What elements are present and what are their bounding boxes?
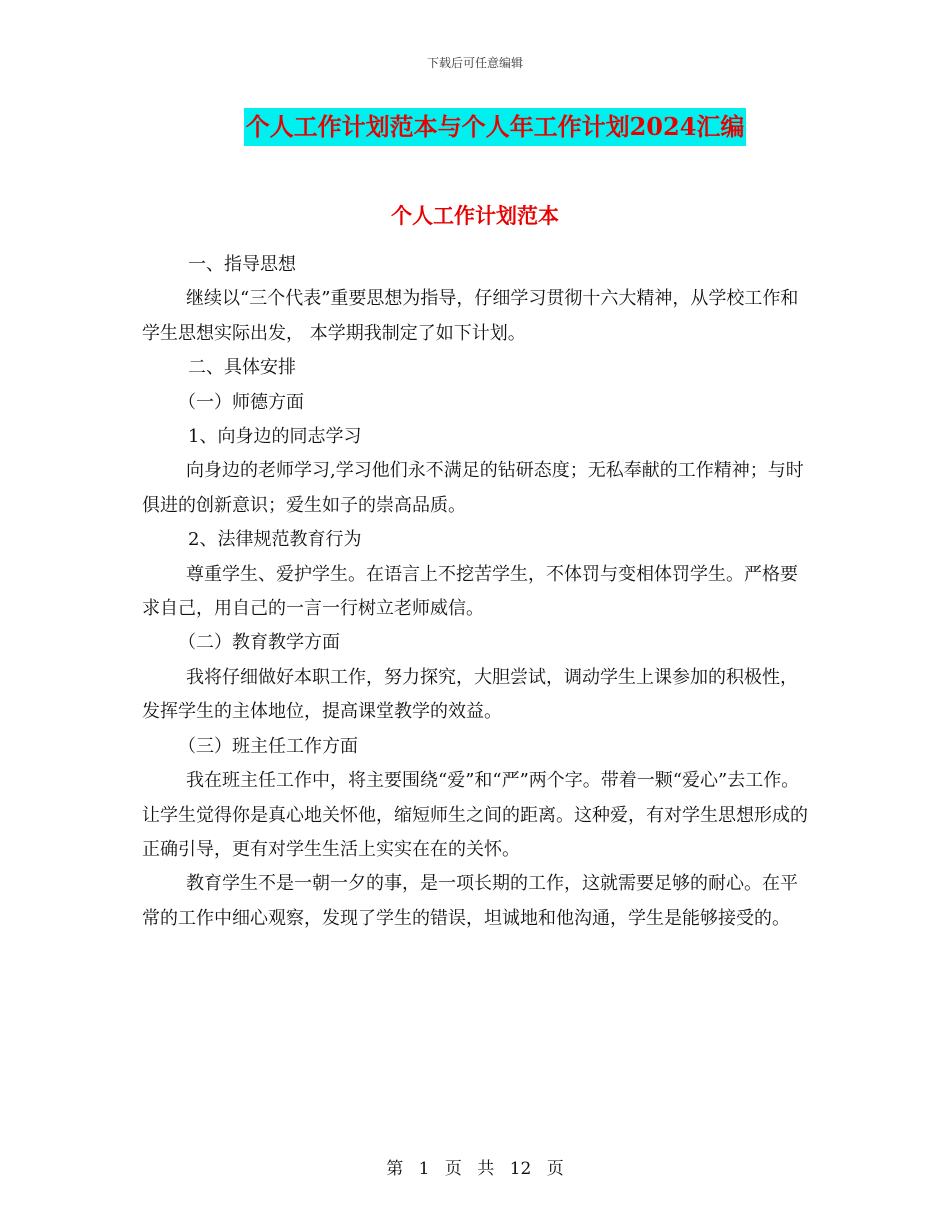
footer-label-di: 第 bbox=[386, 1159, 404, 1179]
heading-teacher-ethics: （一）师德方面 bbox=[178, 391, 304, 413]
paragraph-class-teacher: 我在班主任工作中，将主要围绕“爱”和“严”两个字。带着一颗“爱心”去工作。让学生觉得你是真心地关怀他，缩短师生之间的距离。这种爱，有对学生思想形成的正确引导，更有对学生生活上实实在在的关怀。 bbox=[142, 770, 808, 860]
heading-specific-arrangement: 二、具体安排 bbox=[188, 357, 296, 379]
heading-learn-from-colleagues: 1、向身边的同志学习 bbox=[188, 426, 362, 448]
paragraph-learn-from-colleagues: 向身边的老师学习,学习他们永不满足的钻研态度；无私奉献的工作精神；与时俱进的创新意识；爱生如子的崇高品质。 bbox=[142, 460, 804, 516]
footer-current-page: 1 bbox=[418, 1159, 430, 1179]
heading-guiding-thought: 一、指导思想 bbox=[188, 254, 296, 275]
page-footer bbox=[0, 1154, 950, 1179]
title-container bbox=[0, 108, 950, 146]
footer-label-ye2: 页 bbox=[546, 1159, 564, 1179]
section-title: 个人工作计划范本 bbox=[391, 203, 559, 228]
paragraph-teaching: 我将仔细做好本职工作，努力探究，大胆尝试，调动学生上课参加的积极性，发挥学生的主体地位，提高课堂教学的效益。 bbox=[142, 666, 798, 723]
footer-label-ye: 页 bbox=[444, 1159, 462, 1179]
paragraph-guiding-thought: 继续以“三个代表”重要思想为指导，仔细学习贯彻十六大精神，从学校工作和学生思想实际出发， 本学期我制定了如下计划。 bbox=[142, 288, 799, 344]
heading-class-teacher: （三）班主任工作方面 bbox=[178, 735, 358, 757]
heading-legal-norms: 2、法律规范教育行为 bbox=[188, 529, 362, 551]
document-body bbox=[142, 248, 812, 936]
footer-total-pages: 12 bbox=[509, 1159, 532, 1179]
page-header: 下载后可任意编辑 bbox=[426, 56, 523, 70]
footer-label-gong: 共 bbox=[477, 1159, 495, 1179]
paragraph-patience: 教育学生不是一朝一夕的事，是一项长期的工作，这就需要足够的耐心。在平常的工作中细心观察，发现了学生的错误，坦诚地和他沟通，学生是能够接受的。 bbox=[142, 873, 798, 929]
heading-teaching: （二）教育教学方面 bbox=[178, 632, 340, 654]
paragraph-legal-norms: 尊重学生、爱护学生。在语言上不挖苦学生，不体罚与变相体罚学生。严格要求自己，用自己的一言一行树立老师威信。 bbox=[142, 563, 798, 620]
document-title: 个人工作计划范本与个人年工作计划2024汇编 bbox=[244, 108, 747, 146]
